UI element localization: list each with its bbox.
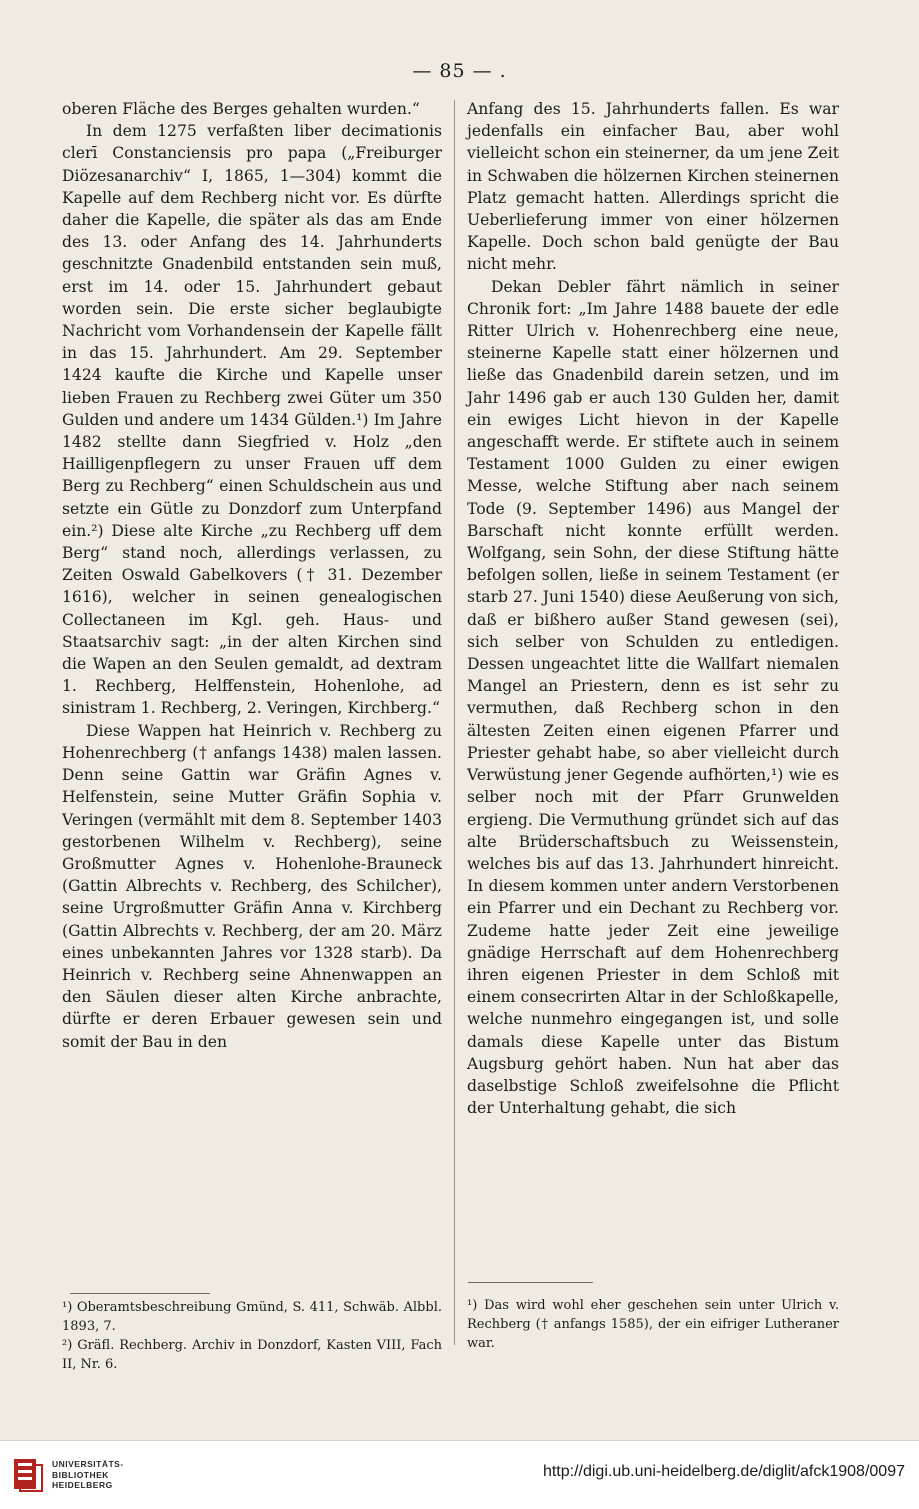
left-column [62, 98, 442, 1053]
footnote-right-1: ¹) Das wird wohl eher geschehen sein unter Ulrich v. Rechberg († anfangs 1585), der ein eifriger Lutheraner war. [467, 1298, 839, 1351]
left-paragraph-3: Diese Wappen hat Heinrich v. Rechberg zu Hohenrechberg († anfangs 1438) malen lassen. Denn seine Gattin war Gräfin Agnes v. Helfenstein, seine Mutter Gräfin Sophia v. Veringen (vermählt mit dem 8. September 1403 gestorbenen Wilhelm v. Rechberg), seine Großmutter Agnes v. Hohenlohe-Brauneck (Gattin Albrechts v. Rechberg, des Schilcher), seine Urgroßmutter Gräfin Anna v. Kirchberg (Gattin Albrechts v. Rechberg, der am 20. März eines unbekannten Jahres vor 1328 starb). Da Heinrich v. Rechberg seine Ahnenwappen an den Säulen dieser alten Kirche anbrachte, dürfte er deren Erbauer gewesen sein und somit der Bau in den [62, 721, 442, 1051]
footnote-left-2: ²) Gräfl. Rechberg. Archiv in Donzdorf, Kasten VIII, Fach II, Nr. 6. [62, 1338, 442, 1372]
left-paragraph-2: In dem 1275 verfaßten liber decimationis clerī Constanciensis pro papa („Freiburger Diözesanarchiv“ I, 1865, 1—304) kommt die Kapelle auf dem Rechberg nicht vor. Es dürfte daher die Kapelle, die später als das am Ende des 13. oder Anfang des 14. Jahrhunderts geschnitzte Gnadenbild entstanden sein muß, erst im 14. oder 15. Jahrhundert gebaut worden sein. Die erste sicher beglaubigte Nachricht vom Vorhandensein der Kapelle fällt in das 15. Jahrhundert. Am 29. September 1424 kaufte die Kirche und Kapelle unser lieben Frauen zu Rechberg zwei Güter um 350 Gulden und andere um 1434 Gülden.¹) Im Jahre 1482 stellte dann Siegfried v. Holz „den Hailligenpflegern zu unser Frauen uff dem Berg zu Rechberg“ einen Schuldschein aus und setzte ein Gütle zu Donzdorf zum Unterpfand ein.²) Diese alte Kirche „zu Rechberg uff dem Berg“ stand noch, allerdings verlassen, zu Zeiten Oswald Gabelkovers († 31. Dezember 1616), welcher in seinen genealogischen Collectaneen im Kgl. geh. Haus- und Staatsarchiv sagt: „in der alten Kirchen sind die Wapen an den Seulen gemaldt, ad dextram 1. Rechberg, Helffenstein, Hohenlohe, ad sinistram 1. Rechberg, 2. Veringen, Kirchberg.“ [62, 122, 442, 718]
right-paragraph-2: Dekan Debler fährt nämlich in seiner Chronik fort: „Im Jahre 1488 bauete der edle Ritter Ulrich v. Hohenrechberg eine neue, steinerne Kapelle statt einer hölzernen und ließe das Gnadenbild darein setzen, und im Jahr 1496 gab er auch 130 Gulden her, damit ein ewiges Licht hievon in der Kapelle angeschafft werde. Er stiftete auch in seinem Testament 1000 Gulden zu einer ewigen Messe, welche Stiftung aber nach seinem Tode (9. September 1496) aus Mangel der Barschaft nicht konnte erfüllt werden. Wolfgang, sein Sohn, der diese Stiftung hätte befolgen sollen, ließe in seinem Testament (er starb 27. Juni 1540) diese Aeußerung von sich, daß er bißhero außer Stand gewesen (sei), sich selber von Schulden zu entledigen. Dessen ungeachtet litte die Wallfart niemalen Mangel an Priestern, denn es ist sehr zu vermuthen, daß Rechberg schon in den ältesten Zeiten einen eigenen Pfarrer und Priester gehabt habe, so aber vielleicht durch Verwüstung jener Gegende aufhörten,¹) wie es selber noch mit der Pfarr Grunwelden ergieng. Die Vermuthung gründet sich auf das alte Brüderschaftsbuch zu Weissenstein, welches bis auf das 13. Jahrhundert hinreicht. In diesem kommen unter andern Verstorbenen ein Pfarrer und ein Dechant zu Rechberg vor. Zudeme hatte jeder Zeit eine jeweilige gnädige Herrschaft auf dem Hohenrechberg ihren eigenen Priester in dem Schloß mit einem consecrirten Altar in der Schloßkapelle, welche nunmehro eingegangen ist, und solle damals diese Kapelle unter das Bistum Augsburg gehört haben. Nun hat aber das daselbstige Schloß zweifelsohne die Pflicht der Unterhaltung gehabt, die sich [467, 277, 839, 1118]
right-column [467, 98, 839, 1119]
source-url-link[interactable]: http://digi.ub.uni-heidelberg.de/diglit/afck1908/0097 [542, 1463, 905, 1480]
viewer-footer [0, 1440, 919, 1509]
left-paragraph-1: oberen Fläche des Berges gehalten wurden.“ [62, 100, 420, 118]
university-library-logo-icon[interactable] [12, 1455, 46, 1495]
page-number: — 85 — . [412, 60, 507, 82]
footnotes-right [467, 1296, 839, 1353]
footnote-rule-left [70, 1293, 210, 1294]
footnote-rule-right [468, 1282, 593, 1283]
column-divider [454, 100, 455, 1345]
footnotes-left [62, 1298, 442, 1374]
library-name: UNIVERSITÄTS- BIBLIOTHEK HEIDELBERG [52, 1459, 124, 1490]
right-paragraph-1: Anfang des 15. Jahrhunderts fallen. Es war jedenfalls ein einfacher Bau, aber wohl vielleicht schon ein steinerner, da um jene Zeit in Schwaben die hölzernen Kirchen steinernen Platz gemacht hatten. Allerdings spricht die Ueberlieferung immer von einer hölzernen Kapelle. Doch schon bald genügte der Bau nicht mehr. [467, 100, 839, 274]
footnote-left-1: ¹) Oberamtsbeschreibung Gmünd, S. 411, Schwäb. Albbl. 1893, 7. [62, 1300, 442, 1334]
